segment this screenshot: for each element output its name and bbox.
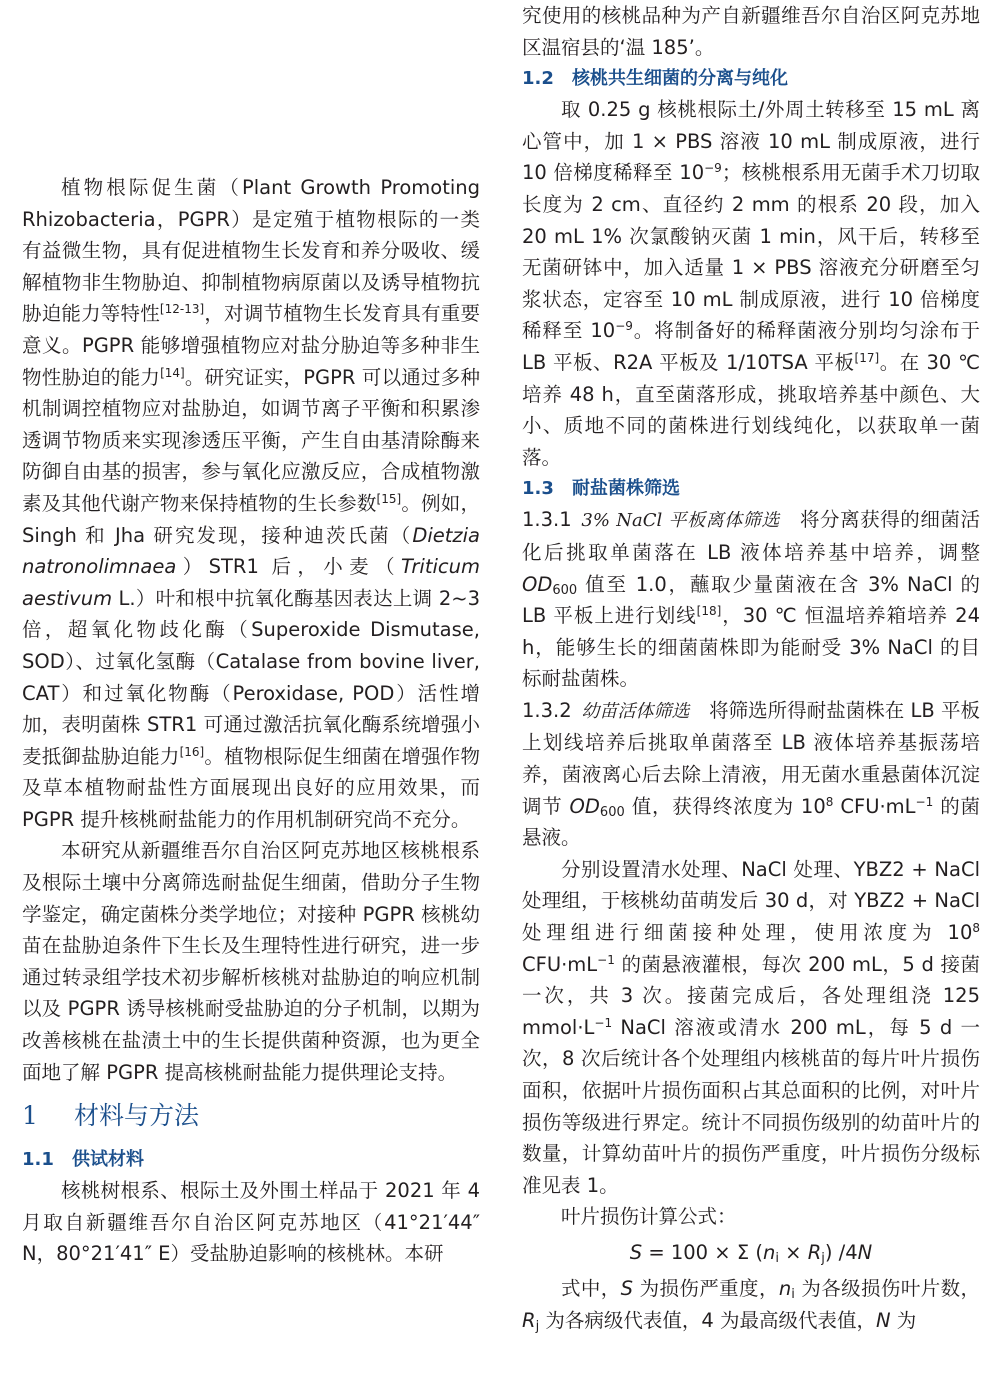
subsection-title: 3% NaCl 平板离体筛选 <box>581 510 780 532</box>
exponent: −9 <box>615 319 633 334</box>
subsection-title: 幼苗活体筛选 <box>581 700 690 722</box>
subsection-number: 1.3.2 <box>522 698 572 722</box>
paragraph-study-aim: 本研究从新疆维吾尔自治区阿克苏地区核桃根系及根际土壤中分离筛选耐盐促生细菌，借助分子生物学鉴定，确定菌株分类学地位；对接种 PGPR 核桃幼苗在盐胁迫条件下生长及生理特性进行研究，进一步通过转录组学技术初步解析核桃对盐胁迫的响应机制以及 PGPR 诱导核桃耐受盐胁迫的分子机制，以期为改善核桃在盐渍土中的生长提供菌种资源，也为更全面地了解 PGPR 提高核桃耐盐能力提供理论支持。 <box>22 839 480 1084</box>
section-heading-1-1: 1.1 供试材料 <box>22 1149 144 1171</box>
paragraph-1-3-1: 1.3.1 3% NaCl 平板离体筛选 将分离获得的细菌活化后挑取单菌落在 LB 液体培养基中培养，调整 $OD_{600}$ 值至 1.0，蘸取少量菌液在含 3% NaCl 的 LB 平板上进行划线[18]，30 ℃ 恒温培养箱培养 24 h，能够生长的细菌菌株即为能耐受 3% NaCl 的目标耐盐菌株。 <box>522 508 980 691</box>
severity-formula: S = 100 × Σ $(n_i \times R_j)$ /4N <box>629 1240 873 1266</box>
subsection-number: 1.3.1 <box>522 508 572 532</box>
paragraph-isolation: 取 0.25 g 核桃根际土/外周土转移至 15 mL 离心管中，加 1 × PBS 溶液 10 mL 制成原液，进行 10 倍梯度稀释至 $10^{-9}$；核桃根系用无菌手术刀切取长度为 2 cm、直径约 2 mm 的根系 20 段，加入 20 mL 1% 次氯酸钠灭菌 1 min，风干后，转移至无菌研钵中，加入适量 1 × PBS 溶液充分研磨至匀浆状态，定容至 10 mL 制成原液，进行 10 倍梯度稀释至 $10^{-9}$。将制备好的稀释菌液分别均匀涂布于 LB 平板、R2A 平板及 1/10TSA 平板[17]。在 30 ℃ 培养 48 h，直至菌落形成，挑取培养基中颜色、大小、质地不同的菌株进行划线纯化，以获取单一菌落。 <box>522 98 980 469</box>
exponent: −9 <box>704 161 722 176</box>
species-name: Dietzia natronolimnaea <box>22 523 480 579</box>
citation: [18] <box>696 604 722 619</box>
paragraph-pgpr-intro: 植物根际促生菌（Plant Growth Promoting Rhizobacteria，PGPR）是定殖于植物根际的一类有益微生物，具有促进植物生长发育和养分吸收、缓解植物非生物胁迫、抑制植物病原菌以及诱导植物抗胁迫能力等特性[12-13]，对调节植物生长发育具有重要意义。PGPR 能够增强植物应对盐分胁迫等多种非生物性胁迫的能力[14]。研究证实，PGPR 可以通过多种机制调控植物应对盐胁迫，如调节离子平衡和积累渗透调节物质来实现渗透压平衡，产生自由基清除酶来防御自由基的损害，参与氧化应激反应，合成植物激素及其他代谢产物来保持植物的生长参数[15]。例如，Singh 和 Jha 研究发现，接种迪茨氏菌（Dietzia natronolimnaea）STR1 后，小麦（Triticum aestivum L.）叶和根中抗氧化酶基因表达上调 2~3 倍，超氧化物歧化酶（Superoxide Dismutase, SOD）、过氧化氢酶（Catalase from bovine liver, CAT）和过氧化物酶（Peroxidase, POD）活性增加，表明菌株 STR1 可通过激活抗氧化酶系统增强小麦抵御盐胁迫能力[16]。植物根际促生细菌在增强作物及草本植物耐盐性方面展现出良好的应用效果，而 PGPR 提升核桃耐盐能力的作用机制研究尚不充分。 <box>22 176 480 831</box>
paragraph-treatment: 分别设置清水处理、NaCl 处理、YBZ2 + NaCl 处理组，于核桃幼苗萌发后 30 d，对 YBZ2 + NaCl 处理组进行细菌接种处理，使用浓度为 $10^8$ $CFU\cdot mL^{-1}$ 的菌悬液灌根，每次 200 mL，5 d 接菌一次，共 3 次。接菌完成后，各处理组浇 125 $mmol\cdot L^{-1}$ NaCl 溶液或清水 200 mL，每 5 d 一次，8 次后统计各个处理组内核桃苗的每片叶片损伤面积，依据叶片损伤面积占其总面积的比例，对叶片损伤等级进行界定。统计不同损伤级别的幼苗叶片的数量，计算幼苗叶片的损伤严重度，叶片损伤分级标准见表 1。 <box>522 857 980 1197</box>
left-column <box>22 0 480 1270</box>
section-heading-1-2: 1.2 核桃共生细菌的分离与纯化 <box>522 68 788 90</box>
paragraph-formula-intro: 叶片损伤计算公式： <box>561 1205 737 1229</box>
section-heading-1-3: 1.3 耐盐菌株筛选 <box>522 478 680 500</box>
paragraph-variety: 究使用的核桃品种为产自新疆维吾尔自治区阿克苏地区温宿县的‘温 185’。 <box>522 4 980 59</box>
citation: [14] <box>160 365 185 380</box>
citation: [17] <box>854 350 880 365</box>
right-column <box>522 0 980 1336</box>
citation: [15] <box>376 491 402 506</box>
citation: [12-13] <box>159 302 205 317</box>
species-name: Triticum aestivum <box>22 555 480 610</box>
citation: [16] <box>179 744 205 759</box>
paragraph-materials: 核桃树根系、根际土及外围土样品于 2021 年 4 月取自新疆维吾尔自治区阿克苏地区（41°21′44″ N，80°21′41″ E）受盐胁迫影响的核桃林。本研 <box>22 1179 480 1266</box>
paragraph-1-3-2: 1.3.2 幼苗活体筛选 将筛选所得耐盐菌株在 LB 平板上划线培养后挑取单菌落至 LB 液体培养基振荡培养，菌液离心后去除上清液，用无菌水重悬菌体沉淀调节 $OD_{600}$ 值，获得终浓度为 $10^8$ $CFU\cdot mL^{-1}$ 的菌悬液。 <box>522 698 981 850</box>
section-heading-1: 1 材料与方法 <box>22 1101 200 1131</box>
top-blank-space <box>22 0 480 172</box>
paragraph-formula-legend: 式中，S 为损伤严重度，$n_i$ 为各级损伤叶片数，$R_j$ 为各病级代表值，4 为最高级代表值，N 为 <box>522 1276 980 1334</box>
